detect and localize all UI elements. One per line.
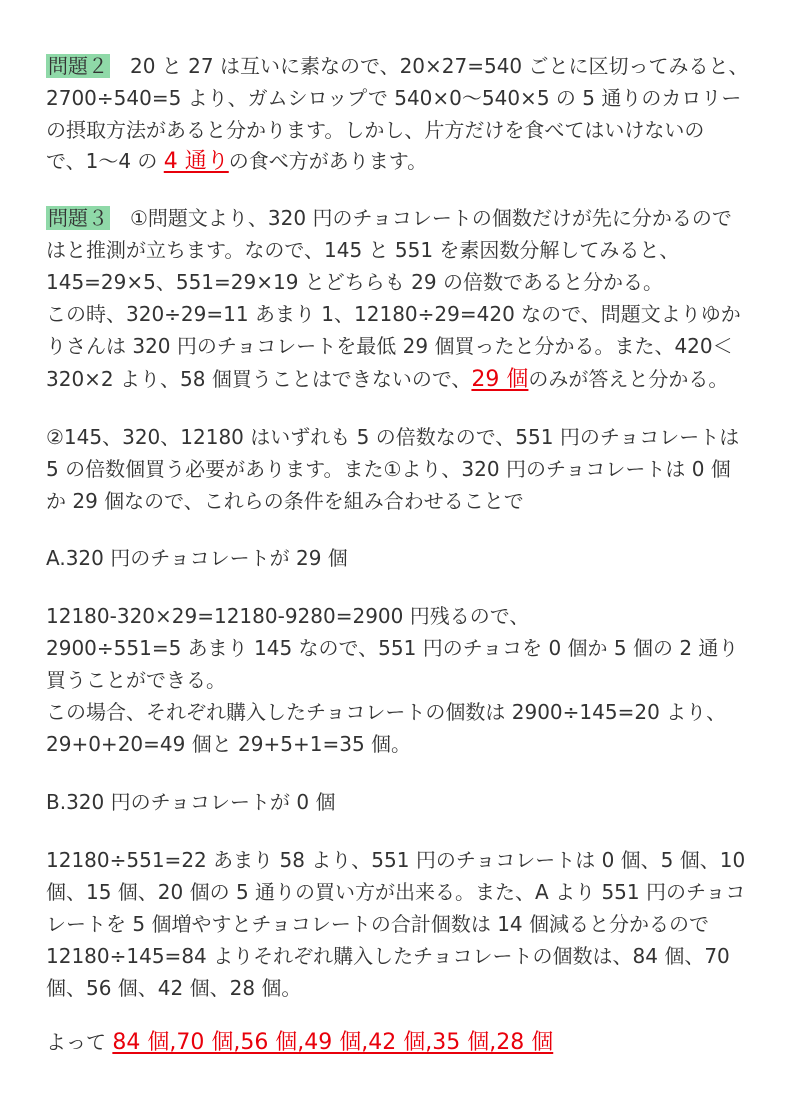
final-text: よって bbox=[46, 1030, 113, 1054]
case-b-heading: B.320 円のチョコレートが 0 個 bbox=[46, 790, 336, 814]
p3-line-5: りさんは 320 円のチョコレートを最低 29 個買ったと分かる。また、420＜ bbox=[46, 334, 733, 358]
case-b-line-1: 12180÷551=22 あまり 58 より、551 円のチョコレートは 0 個、5 個、10 bbox=[46, 848, 746, 872]
p2-line-3: の摂取方法があると分かります。しかし、片方だけを食べてはいけないの bbox=[46, 118, 705, 142]
p3-text-6b: のみが答えと分かる。 bbox=[528, 367, 729, 391]
final-line bbox=[46, 1027, 553, 1058]
p2-text-4a: で、1〜4 の bbox=[46, 149, 164, 173]
p4-line-3: か 29 個なので、これらの条件を組み合わせることで bbox=[46, 489, 524, 513]
case-a-heading: A.320 円のチョコレートが 29 個 bbox=[46, 546, 348, 570]
problem-2-label: 問題２ bbox=[48, 54, 108, 78]
problem-3-label: 問題３ bbox=[48, 206, 108, 230]
p4-line-1: ②145、320、12180 はいずれも 5 の倍数なので、551 円のチョコレートは bbox=[46, 425, 740, 449]
p3-text-6a: 320×2 より、58 個買うことはできないので、 bbox=[46, 367, 472, 391]
p3-line-1 bbox=[46, 203, 732, 233]
p3-line-6 bbox=[46, 364, 728, 395]
case-a-line-4: この場合、それぞれ購入したチョコレートの個数は 2900÷145=20 より、 bbox=[46, 700, 727, 724]
case-b-line-5: 個、56 個、42 個、28 個。 bbox=[46, 976, 302, 1000]
p3-line-3: 145=29×5、551=29×19 とどちらも 29 の倍数であると分かる。 bbox=[46, 270, 663, 294]
case-a-line-3: 買うことができる。 bbox=[46, 668, 226, 692]
p2-text-1: 20 と 27 は互いに素なので、20×27=540 ごとに区切ってみると、 bbox=[110, 54, 749, 78]
p2-line-1 bbox=[46, 51, 749, 81]
p4-line-2: 5 の倍数個買う必要があります。また①より、320 円のチョコレートは 0 個 bbox=[46, 457, 731, 481]
p2-line-4 bbox=[46, 146, 427, 177]
p2-line-2: 2700÷540=5 より、ガムシロップで 540×0〜540×5 の 5 通りのカロリー bbox=[46, 86, 742, 110]
p2-text-4b: の食べ方があります。 bbox=[228, 149, 428, 173]
p2-answer: 4 通り bbox=[163, 149, 229, 174]
case-b-line-3: レートを 5 個増やすとチョコレートの合計個数は 14 個減ると分かるので bbox=[46, 912, 710, 936]
final-answer: 84 個,70 個,56 個,49 個,42 個,35 個,28 個 bbox=[112, 1030, 554, 1055]
p3-answer: 29 個 bbox=[471, 367, 529, 392]
case-b-line-2: 個、15 個、20 個の 5 通りの買い方が出来る。また、A より 551 円のチョコ bbox=[46, 880, 746, 904]
p3-line-4: この時、320÷29=11 あまり 1、12180÷29=420 なので、問題文よりゆか bbox=[46, 302, 741, 326]
case-a-line-1: 12180-320×29=12180-9280=2900 円残るので、 bbox=[46, 604, 530, 628]
p3-line-2: はと推測が立ちます。なので、145 と 551 を素因数分解してみると、 bbox=[46, 238, 680, 262]
p3-text-1: ①問題文より、320 円のチョコレートの個数だけが先に分かるので bbox=[110, 206, 732, 230]
case-b-line-4: 12180÷145=84 よりそれぞれ購入したチョコレートの個数は、84 個、70 bbox=[46, 944, 730, 968]
case-a-line-2: 2900÷551=5 あまり 145 なので、551 円のチョコを 0 個か 5 個の 2 通り bbox=[46, 636, 739, 660]
case-a-line-5: 29+0+20=49 個と 29+5+1=35 個。 bbox=[46, 732, 412, 756]
